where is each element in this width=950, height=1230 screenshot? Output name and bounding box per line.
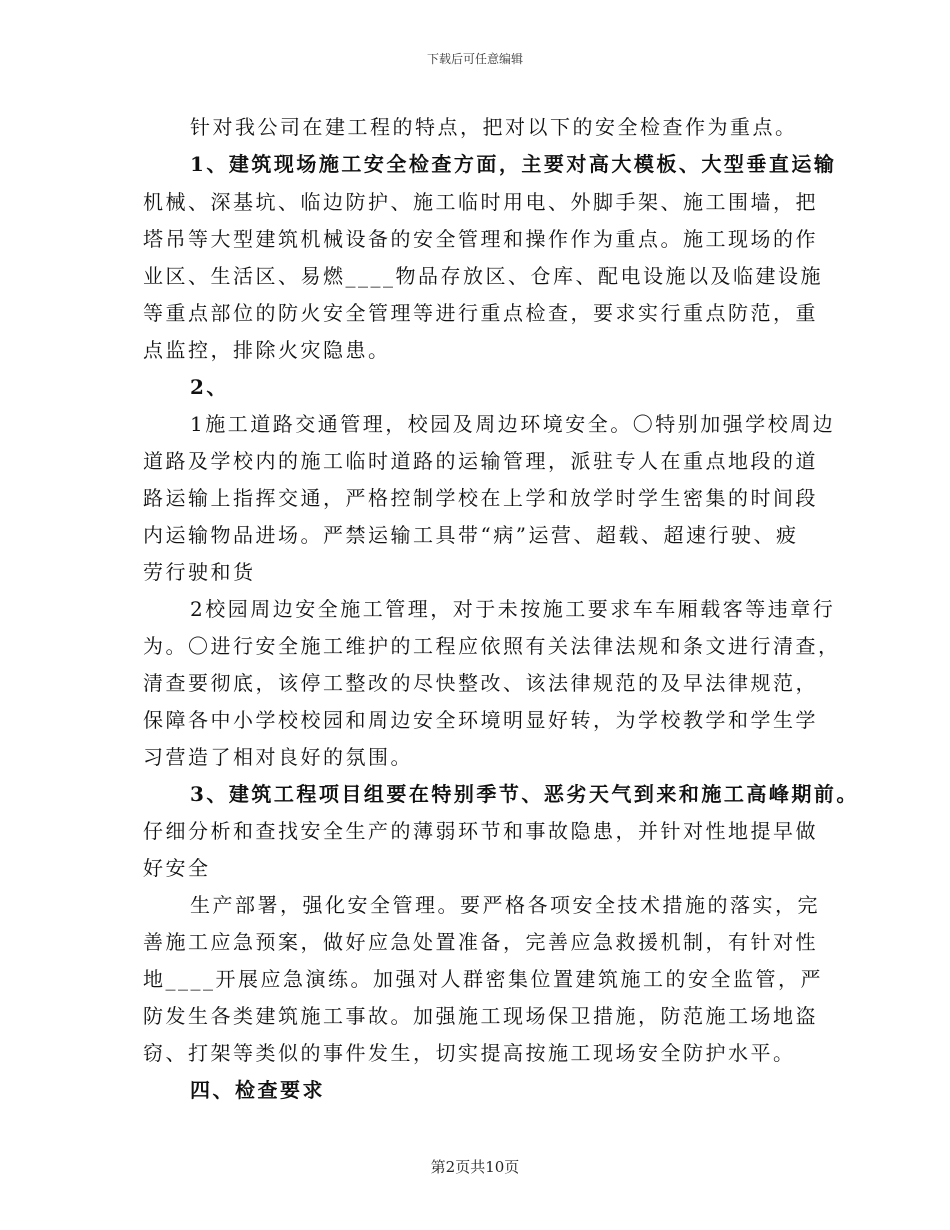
- text-line: 仔细分析和查找安全生产的薄弱环节和事故隐患，并针对性地提早做: [143, 819, 818, 843]
- text-line: 善施工应急预案，做好应急处置准备，完善应急救援机制，有针对性: [143, 930, 818, 954]
- text-line: 等重点部位的防火安全管理等进行重点检查，要求实行重点防范，重: [143, 301, 818, 325]
- text-line: 为。〇进行安全施工维护的工程应依照有关法律法规和条文进行清查，: [143, 634, 841, 658]
- text-line: 防发生各类建筑施工事故。加强施工现场保卫措施，防范施工场地盗: [143, 1004, 818, 1028]
- page-header: 下载后可任意编辑: [426, 52, 523, 66]
- text-line: 劳行驶和货: [143, 560, 256, 584]
- text-line: 机械、深基坑、临边防护、施工临时用电、外脚手架、施工围墙，把: [143, 190, 818, 214]
- text-line: 点监控，排除火灾隐患。: [143, 338, 391, 362]
- text-line: 地____开展应急演练。加强对人群密集位置建筑施工的安全监管，严: [143, 967, 823, 991]
- text-line: 好安全: [143, 856, 211, 880]
- paragraph-intro: 针对我公司在建工程的特点，把对以下的安全检查作为重点。: [190, 115, 798, 139]
- item-2-heading: 2、: [190, 375, 229, 399]
- text-line: 清查要彻底，该停工整改的尽快整改、该法律规范的及早法律规范，: [143, 671, 818, 695]
- text-line: 业区、生活区、易燃____物品存放区、仓库、配电设施以及临建设施: [143, 264, 823, 288]
- text-line: 2校园周边安全施工管理，对于未按施工要求车车厢载客等违章行: [190, 597, 836, 621]
- page-number: 第2页共10页: [430, 1158, 520, 1176]
- text-line: 塔吊等大型建筑机械设备的安全管理和操作作为重点。施工现场的作: [143, 227, 818, 251]
- item-3-heading-line: 3、建筑工程项目组要在特别季节、恶劣天气到来和施工高峰期前。: [190, 782, 859, 806]
- text-line: 生产部署，强化安全管理。要严格各项安全技术措施的落实，完: [190, 893, 820, 917]
- text-line: 窃、打架等类似的事件发生，切实提高按施工现场安全防护水平。: [143, 1041, 796, 1065]
- text-line: 路运输上指挥交通，严格控制学校在上学和放学时学生密集的时间段: [143, 486, 818, 510]
- text-line: 道路及学校内的施工临时道路的运输管理，派驻专人在重点地段的道: [143, 449, 818, 473]
- text-line: 1施工道路交通管理，校园及周边环境安全。〇特别加强学校周边: [190, 412, 836, 436]
- item-1-heading-line: 1、建筑现场施工安全检查方面，主要对高大模板、大型垂直运输: [190, 152, 837, 176]
- section-heading-4: 四、检查要求: [190, 1078, 325, 1102]
- text-line: 保障各中小学校校园和周边安全环境明显好转，为学校教学和学生学: [143, 708, 818, 732]
- text-line: 习营造了相对良好的氛围。: [143, 745, 413, 769]
- text-line: 内运输物品进场。严禁运输工具带“病”运营、超载、超速行驶、疲: [143, 523, 799, 547]
